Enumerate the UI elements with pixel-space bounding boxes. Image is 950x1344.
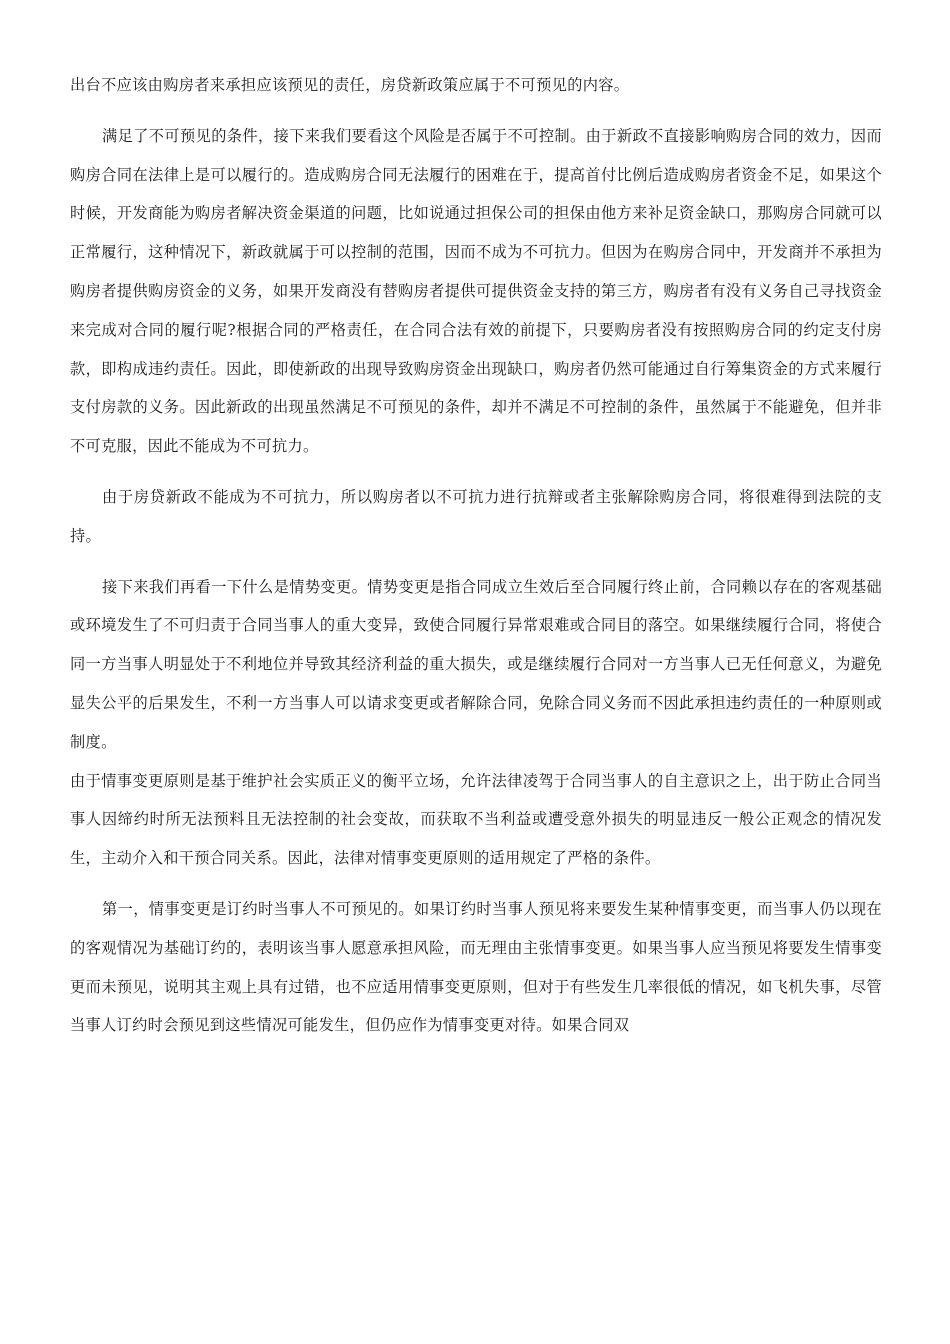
document-page xyxy=(70,66,882,1045)
paragraph-force-majeure-conclusion: 由于房贷新政不能成为不可抗力，所以购房者以不可抗力进行抗辩或者主张解除购房合同，将很难得到法院的支持。 xyxy=(70,487,882,545)
paragraph-condition-one: 第一，情事变更是订约时当事人不可预见的。如果订约时当事人预见将来要发生某种情事变更，而当事人仍以现在的客观情况为基础订约的，表明该当事人愿意承担风险，而无理由主张情事变更。如果当事人应当预见将要发生情事变更而未预见，说明其主观上具有过错，也不应适用情事变更原则，但对于有些发生几率很低的情况，如飞机失事，尽管当事人订约时会预见到这些情况可能发生，但仍应作为情事变更对待。如果合同双 xyxy=(70,899,882,1035)
paragraph-change-of-circumstances-principle: 由于情事变更原则是基于维护社会实质正义的衡平立场，允许法律凌驾于合同当事人的自主意识之上，出于防止合同当事人因缔约时所无法预料且无法控制的社会变故，而获取不当利益或遭受意外损失的明显违反一般公正观念的情况发生，主动介入和干预合同关系。因此，法律对情事变更原则的适用规定了严格的条件。 xyxy=(70,771,882,868)
paragraph-change-of-circumstances-definition: 接下来我们再看一下什么是情势变更。情势变更是指合同成立生效后至合同履行终止前，合同赖以存在的客观基础或环境发生了不可归责于合同当事人的重大变异，致使合同履行异常艰难或合同目的落空。如果继续履行合同，将使合同一方当事人明显处于不利地位并导致其经济利益的重大损失，或是继续履行合同对一方当事人已无任何意义，为避免显失公平的后果发生，不利一方当事人可以请求变更或者解除合同，免除合同义务而不因此承担违约责任的一种原则或制度。 xyxy=(70,577,882,751)
paragraph-uncontrollable-risk: 满足了不可预见的条件，接下来我们要看这个风险是否属于不可控制。由于新政不直接影响购房合同的效力，因而购房合同在法律上是可以履行的。造成购房合同无法履行的困难在于，提高首付比例后造成购房者资金不足，如果这个时候，开发商能为购房者解决资金渠道的问题，比如说通过担保公司的担保由他方来补足资金缺口，那购房合同就可以正常履行，这种情况下，新政就属于可以控制的范围，因而不成为不可抗力。但因为在购房合同中，开发商并不承担为购房者提供购房资金的义务，如果开发商没有替购房者提供可提供资金支持的第三方，购房者有没有义务自己寻找资金来完成对合同的履行呢?根据合同的严格责任，在合同合法有效的前提下，只要购房者没有按照购房合同的约定支付房款，即构成违约责任。因此，即使新政的出现导致购房资金出现缺口，购房者仍然可能通过自行筹集资金的方式来履行支付房款的义务。因此新政的出现虽然满足不可预见的条件，却并不满足不可控制的条件，虽然属于不能避免，但并非不可克服，因此不能成为不可抗力。 xyxy=(70,126,882,456)
paragraph-continuation: 出台不应该由购房者来承担应该预见的责任，房贷新政策应属于不可预见的内容。 xyxy=(70,76,630,94)
